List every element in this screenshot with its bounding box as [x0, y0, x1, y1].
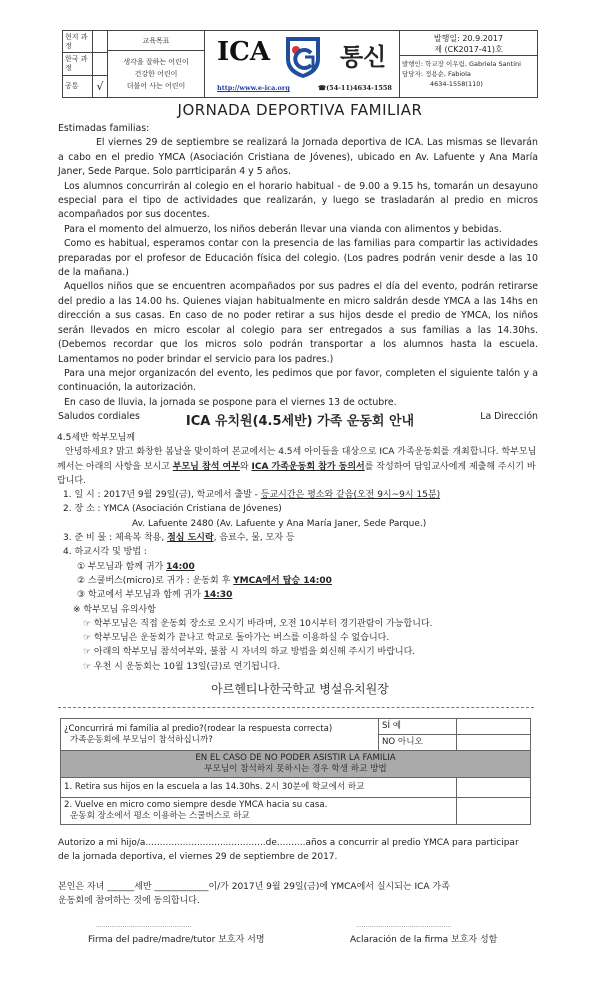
intro: 안녕하세요? 맑고 화창한 봄날을 맞이하여 본교에서는 4.5세 아이들을 대상으로 ICA 가족운동회를 개최합니다. 학부모님께서는 아래의 사항을 보시고 부모님 참석 여부와 ICA 가족운동회 참가 동의서를 작성하여 담임교사에게 제출해 주시기 바랍니다. — [57, 447, 537, 486]
dismissal-option: ① 부모님과 함께 귀가 14:00 — [77, 561, 195, 572]
spanish-title: JORNADA DEPORTIVA FAMILIAR — [177, 101, 423, 119]
dismissal-option: ③ 학교에서 부모님과 함께 귀가 14:30 — [77, 590, 233, 601]
note: ☞ 학부모님은 운동회가 끝나고 학교로 돌아가는 버스를 이용하실 수 없습니다. — [83, 633, 390, 644]
paragraph: Para el momento del almuerzo, los niños deberán llevar una vianda con alimentos y bebidas. — [64, 223, 502, 235]
note: ☞ 아래의 학부모님 참석여부와, 불참 시 자녀의 하교 방법을 회신해 주시기 바랍니다. — [83, 647, 416, 658]
publisher: 발행인: 학교장 이우림, Gabriela Santini — [402, 60, 521, 68]
spanish-letter — [58, 122, 538, 425]
website-link[interactable]: http://www.e-ica.org — [217, 84, 290, 92]
item-place: 2. 장 소 : YMCA (Asociación Cristiana de Jóvenes) — [63, 504, 282, 515]
issue-number: 제 (CK2017-41)호 — [434, 45, 503, 54]
answer-no[interactable]: NO 아니오 — [379, 735, 457, 751]
parent-signature-label: Firma del padre/madre/tutor 보호자 서명 — [88, 935, 265, 945]
phone-number: ☎(54-11)4634-1558 — [318, 84, 392, 92]
answer-yes-box[interactable] — [457, 719, 531, 735]
paragraph: El viernes 29 de septiembre se realizará la Jornada deportiva de ICA. Las mismas se llevarán a cabo en el predio YMCA (Asociación Cristiana de Jóvenes), ubicado en Av. Lafuente y Ana María Janer, Sede Parque. Solo parrticiparán 4 y 5 años. — [58, 137, 538, 178]
name-line: .................................................. — [356, 922, 452, 929]
closing: Saludos cordiales — [58, 411, 140, 423]
authorization-line: 운동회에 참여하는 것에 동의합니다. — [58, 896, 200, 907]
cut-line — [58, 707, 534, 708]
track-labels — [63, 31, 93, 97]
item-supplies: 3. 준 비 물 : 체육복 착용, 점심 도시락, 음료수, 물, 모자 등 — [63, 533, 295, 544]
signature-line: .................................................. — [96, 922, 192, 929]
authorization-line: Autorizo a mi hijo/a..........................................de..........años a concurrir al predio YMCA para participar — [58, 838, 519, 848]
authorization-line: 본인은 자녀 ______세반 ____________이/가 2017년 9월 29일(금)에 YMCA에서 실시되는 ICA 가족 — [58, 882, 450, 892]
paragraph: En caso de lluvia, la jornada se pospone para el viernes 13 de octubre. — [64, 396, 397, 408]
notes-title: ※ 학부모님 유의사항 — [73, 604, 156, 615]
goal: 더불어 사는 어린이 — [126, 82, 186, 90]
item-date: 1. 일 시 : 2017년 9월 29일(금), 학교에서 출발 - 등교시간은 평소와 같음(오전 9시~9시 15분) — [63, 490, 441, 501]
item-address: Av. Lafuente 2480 (Av. Lafuente y Ana María Janer, Sede Parque.) — [132, 518, 427, 529]
answer-yes[interactable]: SÍ 예 — [379, 719, 457, 735]
ica-logo-icon — [283, 35, 323, 79]
paragraph: Los alumnos concurrirán al colegio en el horario habitual - de 9.00 a 9.15 hs, tomarán un desayuno especial para el tipo de actividades que realizarán, y luego se trasladarán al predio en micros acompañados por sus docentes. — [58, 180, 538, 221]
newsletter-title: 통신 — [340, 43, 387, 71]
reply-form — [60, 718, 531, 825]
dismissal-option: ② 스쿨버스(micro)로 귀가 : 운동회 후 YMCA에서 탑승 14:00 — [77, 575, 332, 586]
check-local — [93, 31, 107, 53]
authorization-es — [58, 836, 538, 865]
issue-date: 발행일: 20.9.2017 — [433, 34, 504, 43]
school-name: ICA — [217, 37, 271, 67]
track-checks — [93, 31, 108, 97]
manager-phone: 4634-1558(110) — [430, 80, 483, 88]
attendance-question: ¿Concurrirá mi familia al predio?(rodear la respuesta correcta) 가족운동회에 부모님이 참석하십니까? — [61, 719, 379, 751]
track-common: 공통 — [65, 81, 79, 90]
greeting: Estimadas familias: — [58, 123, 150, 134]
check-common: √ — [96, 79, 104, 93]
track-korean: 한국 과정 — [63, 53, 92, 75]
track-local: 현지 과정 — [63, 31, 92, 53]
principal-signature: 아르헨티나한국학교 병설유치원장 — [211, 682, 389, 696]
name-clarification-label: Aclaración de la firma 보호자 성함 — [350, 935, 498, 945]
note: ☞ 학부모님은 직접 운동회 장소로 오시기 바라며, 오전 10시부터 경기관람이 가능합니다. — [83, 618, 433, 629]
authorization-ko — [58, 880, 538, 909]
paragraph: Aquellos niños que se encuentren acompañados por sus padres el día del evento, podrán retirarse del predio a las 14.00 hs. Quienes viajan habitualmente en micro saldrán desde YMCA a las 14hs en dirección a sus casas. En caso de no poder retirar a sus hijos desde el predio de YMCA, los niños serán llevados en micro escolar al colegio para ser entregados a sus familias a las 14.30hs. (Debemos recordar que los micros solo podrán transportar a los alumnos hasta la escuela. Lamentamos no poder brindar el servicio para los padres.) — [58, 281, 538, 365]
education-goals — [108, 31, 205, 97]
authorization-line: de la jornada deportiva, el viernes 29 de septiembre de 2017. — [58, 852, 338, 863]
item-dismissal: 4. 하교시각 및 방법 : — [63, 547, 147, 558]
korean-title: ICA 유치원(4.5세반) 가족 운동회 안내 — [185, 414, 415, 429]
option-bus-box[interactable] — [457, 798, 531, 825]
paragraph: Como es habitual, esperamos contar con la presencia de las familias para compartir las actividades preparadas por el profesor de Educación física del colegio. (Los padres podrán venir desde a las 10 de la mañana.) — [58, 238, 538, 279]
goals-label: 교육목표 — [108, 31, 204, 51]
manager: 담당자: 정용순, Fabiola — [402, 70, 471, 78]
goal: 건강한 어린이 — [134, 70, 178, 78]
issue-info — [400, 31, 537, 97]
masthead — [205, 31, 400, 97]
newsletter-header — [62, 30, 538, 98]
paragraph: Para una mejor organizacón del evento, les pedimos que por favor, completen el siguiente talón y a continuación, la autorización. — [58, 367, 538, 394]
option-school-pickup: 1. Retira sus hijos en la escuela a las 14.30hs. 2시 30분에 학교에서 하교 — [61, 778, 457, 798]
answer-no-box[interactable] — [457, 735, 531, 751]
check-korean — [93, 53, 107, 75]
option-bus: 2. Vuelve en micro como siempre desde YMCA hacia su casa. 운동회 장소에서 평소 이용하는 스쿨버스로 하교 — [61, 798, 457, 825]
signature: La Dirección — [480, 411, 538, 423]
option-school-pickup-box[interactable] — [457, 778, 531, 798]
note: ☞ 우천 시 운동회는 10월 13일(금)로 연기됩니다. — [83, 661, 281, 672]
absence-section-header: EN EL CASO DE NO PODER ASISTIR LA FAMILIA 부모님이 참석하지 못하시는 경우 학생 하교 방법 — [61, 751, 531, 778]
korean-letter — [57, 431, 540, 674]
salutation: 4.5세반 학부모님께 — [57, 433, 136, 443]
goal: 생각을 잘하는 어린이 — [123, 58, 189, 66]
